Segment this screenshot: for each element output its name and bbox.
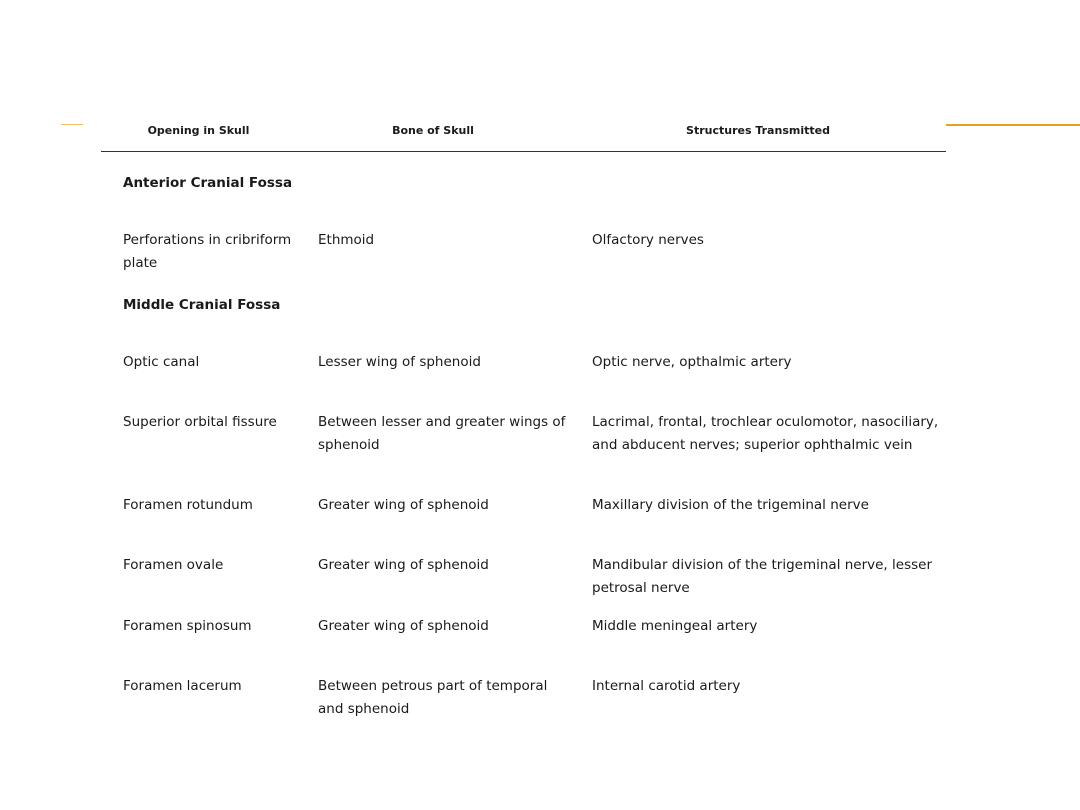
cell-opening: Foramen ovale	[123, 557, 224, 573]
cell-bone: Greater wing of sphenoid	[318, 618, 489, 634]
cell-structures: Maxillary division of the trigeminal nerve	[592, 497, 869, 513]
table-row	[101, 599, 946, 659]
table-header	[101, 117, 946, 152]
cell-structures: Optic nerve, opthalmic artery	[592, 354, 792, 370]
cell-structures: Internal carotid artery	[592, 678, 741, 694]
accent-line-right	[946, 124, 1080, 126]
header-opening: Opening in Skull	[101, 117, 296, 152]
section-row-middle	[101, 274, 946, 335]
cell-bone: Lesser wing of sphenoid	[318, 354, 481, 370]
table-row	[101, 213, 946, 274]
cell-opening: Superior orbital fissure	[123, 414, 277, 430]
header-bone: Bone of Skull	[296, 117, 570, 152]
cell-bone: Between lesser and greater wings of sphenoid	[318, 414, 566, 453]
accent-line-left	[61, 124, 83, 125]
cell-opening: Foramen lacerum	[123, 678, 242, 694]
cell-opening: Foramen rotundum	[123, 497, 253, 513]
table-row	[101, 478, 946, 538]
skull-openings-table	[101, 117, 946, 720]
cell-structures: Lacrimal, frontal, trochlear oculomotor, nasociliary, and abducent nerves; superior ophthalmic vein	[592, 414, 939, 453]
cell-bone: Ethmoid	[318, 232, 375, 248]
header-structures: Structures Transmitted	[570, 117, 946, 152]
table-row	[101, 335, 946, 395]
header-row	[101, 117, 946, 152]
cell-bone: Greater wing of sphenoid	[318, 497, 489, 513]
cell-structures: Mandibular division of the trigeminal nerve, lesser petrosal nerve	[592, 557, 932, 596]
cell-opening: Perforations in cribriform plate	[123, 232, 292, 271]
table-row	[101, 538, 946, 599]
cell-opening: Foramen spinosum	[123, 618, 252, 634]
cell-bone: Greater wing of sphenoid	[318, 557, 489, 573]
table-body	[101, 152, 946, 721]
skull-openings-table-container	[101, 117, 946, 720]
table-row	[101, 659, 946, 720]
cell-opening: Optic canal	[123, 354, 200, 370]
section-title: Middle Cranial Fossa	[123, 297, 281, 313]
section-title: Anterior Cranial Fossa	[123, 175, 293, 191]
cell-bone: Between petrous part of temporal and sphenoid	[318, 678, 548, 717]
cell-structures: Olfactory nerves	[592, 232, 704, 248]
table-row	[101, 395, 946, 478]
cell-structures: Middle meningeal artery	[592, 618, 758, 634]
section-row-anterior	[101, 152, 946, 214]
